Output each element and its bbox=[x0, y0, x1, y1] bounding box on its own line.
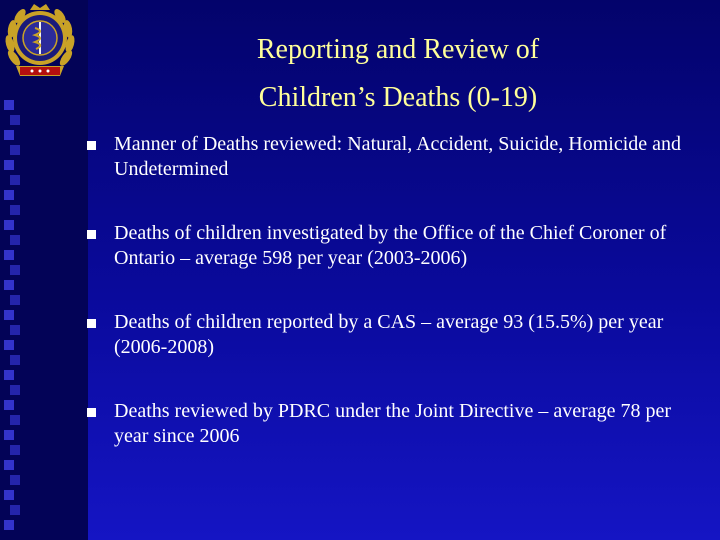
decorative-square bbox=[10, 175, 20, 185]
slide-title bbox=[210, 26, 586, 122]
decorative-square bbox=[10, 445, 20, 455]
decorative-square bbox=[4, 370, 14, 380]
decorative-square bbox=[4, 190, 14, 200]
decorative-square bbox=[10, 235, 20, 245]
decorative-square bbox=[10, 115, 20, 125]
decorative-square bbox=[10, 145, 20, 155]
decorative-square bbox=[4, 520, 14, 530]
decorative-square bbox=[10, 475, 20, 485]
decorative-square-column bbox=[4, 100, 20, 540]
decorative-square bbox=[4, 310, 14, 320]
slide-title-line-1: Reporting and Review of bbox=[256, 34, 540, 65]
decorative-square bbox=[4, 490, 14, 500]
decorative-square bbox=[10, 325, 20, 335]
decorative-square bbox=[4, 220, 14, 230]
decorative-square bbox=[4, 130, 14, 140]
bullet-item bbox=[84, 399, 704, 458]
decorative-square bbox=[4, 430, 14, 440]
bullet-item bbox=[84, 310, 704, 369]
bullet-item bbox=[84, 132, 704, 191]
square-bullet-icon bbox=[87, 230, 96, 239]
bullet-item bbox=[84, 221, 704, 280]
bullet-text: Deaths reviewed by PDRC under the Joint Directive – average 78 per year since 2006 bbox=[114, 400, 672, 447]
decorative-square bbox=[10, 415, 20, 425]
decorative-square bbox=[10, 505, 20, 515]
decorative-square bbox=[4, 340, 14, 350]
decorative-square bbox=[4, 100, 14, 110]
decorative-square bbox=[10, 265, 20, 275]
bullet-text: Deaths of children investigated by the Office of the Chief Coroner of Ontario – average 598 per year (2003-2006) bbox=[114, 222, 667, 269]
ontario-coroner-seal-icon bbox=[0, 0, 90, 90]
decorative-square bbox=[4, 160, 14, 170]
decorative-square bbox=[10, 295, 20, 305]
slide-title-line-2: Children’s Deaths (0-19) bbox=[258, 82, 538, 113]
square-bullet-icon bbox=[87, 319, 96, 328]
square-bullet-icon bbox=[87, 408, 96, 417]
bullet-list bbox=[84, 132, 704, 488]
square-bullet-icon bbox=[87, 141, 96, 150]
decorative-square bbox=[4, 400, 14, 410]
decorative-square bbox=[10, 205, 20, 215]
decorative-square bbox=[10, 385, 20, 395]
decorative-square bbox=[4, 280, 14, 290]
decorative-square bbox=[4, 460, 14, 470]
bullet-text: Manner of Deaths reviewed: Natural, Accident, Suicide, Homicide and Undetermined bbox=[114, 133, 682, 180]
decorative-square bbox=[4, 250, 14, 260]
decorative-square bbox=[10, 355, 20, 365]
bullet-text: Deaths of children reported by a CAS – average 93 (15.5%) per year (2006-2008) bbox=[114, 311, 664, 358]
